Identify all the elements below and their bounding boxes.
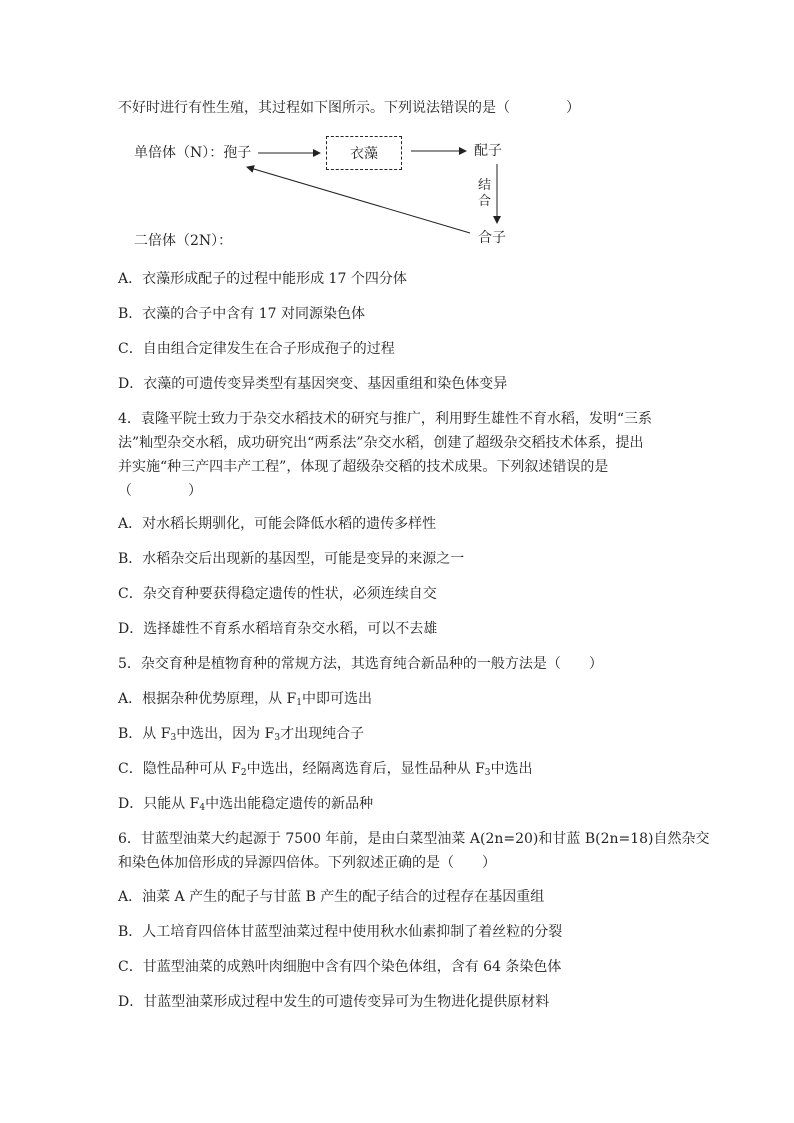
q6-option-b: B．人工培育四倍体甘蓝型油菜过程中使用秋水仙素抑制了着丝粒的分裂 bbox=[118, 924, 563, 940]
q4-stem-line-4: （ ） bbox=[118, 483, 202, 499]
gamete-label: 配子 bbox=[474, 143, 502, 159]
q6-option-d: D．甘蓝型油菜形成过程中发生的可遗传变异可为生物进化提供原材料 bbox=[118, 994, 550, 1010]
q4-stem-line-1: 4．袁隆平院士致力于杂交水稻技术的研究与推广，利用野生雄性不育水稻，发明“三系 bbox=[118, 411, 653, 427]
combine-char-1: 结 bbox=[478, 178, 492, 193]
haploid-label: 单倍体（N）：孢子 bbox=[134, 145, 252, 161]
box-label: 衣藻 bbox=[350, 146, 378, 162]
chlamydomonas-box bbox=[326, 136, 402, 170]
q4-stem-line-2: 法”籼型杂交水稻，成功研究出“两系法”杂交水稻，创建了超级杂交稻技术体系，提出 bbox=[118, 435, 644, 451]
q4-option-d: D．选择雄性不育系水稻培育杂交水稻，可以不去雄 bbox=[118, 621, 438, 637]
q6-option-c: C．甘蓝型油菜的成熟叶肉细胞中含有四个染色体组，含有 64 条染色体 bbox=[118, 959, 562, 975]
diagram-arrows bbox=[0, 0, 794, 260]
q3-option-b: B．衣藻的合子中含有 17 对同源染色体 bbox=[118, 306, 366, 322]
q4-option-b: B．水稻杂交后出现新的基因型，可能是变异的来源之一 bbox=[118, 551, 465, 567]
q3-option-c: C．自由组合定律发生在合子形成孢子的过程 bbox=[118, 341, 395, 357]
combine-label bbox=[478, 178, 492, 210]
q4-option-a: A．对水稻长期驯化，可能会降低水稻的遗传多样性 bbox=[118, 516, 437, 532]
q5-option-a: A．根据杂种优势原理，从 $F_1$中即可选出 bbox=[118, 691, 373, 708]
diploid-label: 二倍体（2N）： bbox=[134, 233, 233, 249]
q5-stem: 5．杂交育种是植物育种的常规方法，其选育纯合新品种的一般方法是（ ） bbox=[118, 656, 603, 672]
q6-option-a: A．油菜 A 产生的配子与甘蓝 B 产生的配子结合的过程存在基因重组 bbox=[118, 889, 545, 905]
q6-stem-line-2: 和染色体加倍形成的异源四倍体。下列叙述正确的是（ ） bbox=[118, 855, 496, 871]
question-3-intro: 不好时进行有性生殖，其过程如下图所示。下列说法错误的是（ ） bbox=[118, 100, 580, 116]
q3-option-a: A．衣藻形成配子的过程中能形成 17 个四分体 bbox=[118, 271, 407, 287]
q5-option-b: B．从 $F_3$中选出，因为 $F_3$才出现纯合子 bbox=[118, 726, 365, 743]
q4-stem-line-3: 并实施“种三产四丰产工程”，体现了超级杂交稻的技术成果。下列叙述错误的是 bbox=[118, 459, 609, 475]
combine-char-2: 合 bbox=[478, 194, 492, 209]
zygote-label: 合子 bbox=[478, 230, 506, 246]
q3-option-d: D．衣藻的可遗传变异类型有基因突变、基因重组和染色体变异 bbox=[118, 376, 508, 392]
q4-option-c: C．杂交育种要获得稳定遗传的性状，必须连续自交 bbox=[118, 586, 437, 602]
q5-option-d: D．只能从 $F_4$中选出能稳定遗传的新品种 bbox=[118, 796, 374, 813]
arrow-zygote-to-spore bbox=[247, 167, 470, 233]
q6-stem-line-1: 6．甘蓝型油菜大约起源于 7500 年前，是由白菜型油菜 A(2n=20)和甘蓝 B(2n=18)自然杂交 bbox=[118, 831, 710, 847]
q5-option-c: C．隐性品种可从 $F_2$中选出，经隔离选育后，显性品种从 $F_3$中选出 bbox=[118, 761, 533, 778]
